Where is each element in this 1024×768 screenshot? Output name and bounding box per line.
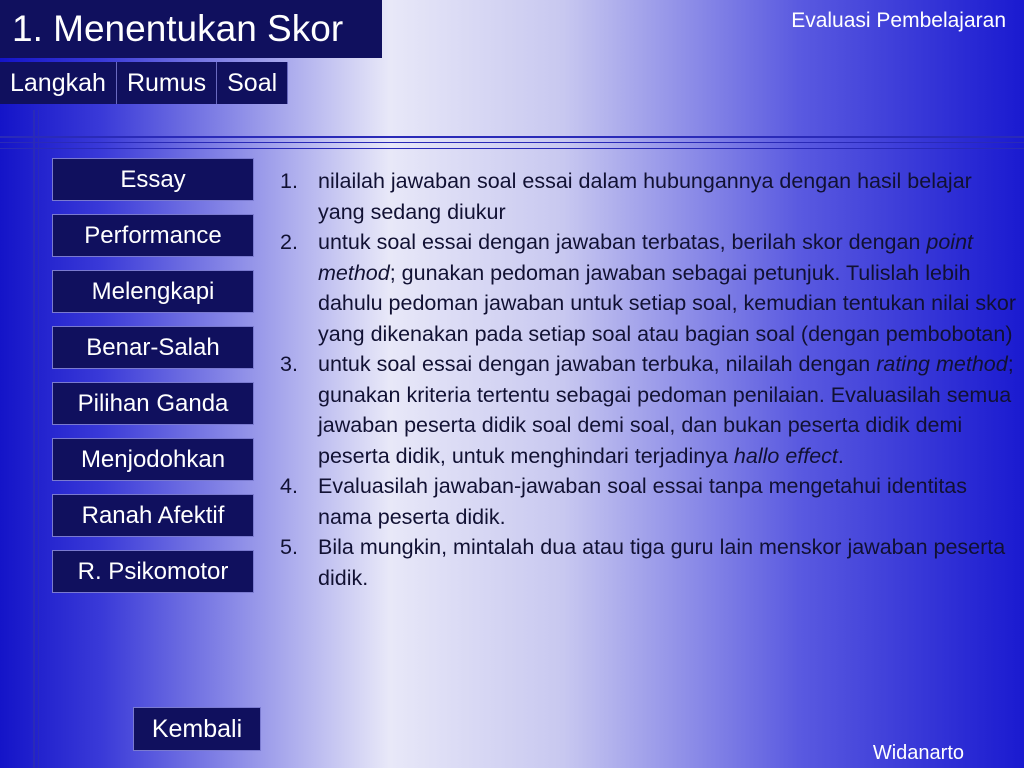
menu-menjodohkan-button[interactable]: Menjodohkan — [52, 438, 254, 481]
content-list — [280, 166, 1020, 593]
divider-line-thin — [0, 148, 1024, 149]
list-text: Bila mungkin, mintalah dua atau tiga guru lain menskor jawaban peserta didik. — [318, 535, 1006, 590]
course-title: Evaluasi Pembelajaran — [791, 9, 1006, 32]
menu-ranah-afektif-button[interactable]: Ranah Afektif — [52, 494, 254, 537]
side-menu — [52, 158, 254, 606]
list-text: untuk soal essai dengan jawaban terbuka, nilailah dengan rating method; gunakan kriteria tertentu sebagai pedoman penilaian. Evaluasilah semua jawaban peserta didik soal demi soal, dan bukan peserta didik demi peserta didik, untuk menghindari terjadinya hallo effect. — [318, 352, 1014, 468]
list-item — [280, 471, 1020, 532]
tab-langkah[interactable]: Langkah — [0, 62, 117, 104]
tab-soal[interactable]: Soal — [217, 62, 288, 104]
menu-essay-button[interactable]: Essay — [52, 158, 254, 201]
list-number: 4. — [280, 474, 298, 498]
list-number: 5. — [280, 535, 298, 559]
list-text: untuk soal essai dengan jawaban terbatas, berilah skor dengan point method; gunakan pedoman jawaban sebagai petunjuk. Tulislah lebih dahulu pedoman jawaban untuk setiap soal, kemudian tentukan nilai skor yang dikenakan pada setiap soal atau bagian soal (dengan pembobotan) — [318, 230, 1017, 346]
list-text: Evaluasilah jawaban-jawaban soal essai tanpa mengetahui identitas nama peserta didik. — [318, 474, 968, 529]
list-number: 2. — [280, 230, 298, 254]
divider-line-thin — [0, 142, 1024, 143]
list-item — [280, 166, 1020, 227]
list-number: 3. — [280, 352, 298, 376]
tab-bar — [0, 62, 288, 104]
menu-benar-salah-button[interactable]: Benar-Salah — [52, 326, 254, 369]
menu-r-psikomotor-button[interactable]: R. Psikomotor — [52, 550, 254, 593]
divider-line — [0, 136, 1024, 138]
menu-pilihan-ganda-button[interactable]: Pilihan Ganda — [52, 382, 254, 425]
list-number: 1. — [280, 169, 298, 193]
tab-rumus[interactable]: Rumus — [117, 62, 217, 104]
menu-performance-button[interactable]: Performance — [52, 214, 254, 257]
page-title — [0, 0, 382, 58]
back-button[interactable]: Kembali — [133, 707, 261, 751]
list-item — [280, 349, 1020, 471]
page-title-text: 1. Menentukan Skor — [12, 8, 344, 49]
menu-melengkapi-button[interactable]: Melengkapi — [52, 270, 254, 313]
list-item — [280, 532, 1020, 593]
list-item — [280, 227, 1020, 349]
author-label: Widanarto — [872, 742, 964, 764]
vertical-rule-thin — [38, 110, 39, 768]
list-text: nilailah jawaban soal essai dalam hubungannya dengan hasil belajar yang sedang diukur — [318, 169, 972, 224]
vertical-rule — [33, 110, 35, 768]
